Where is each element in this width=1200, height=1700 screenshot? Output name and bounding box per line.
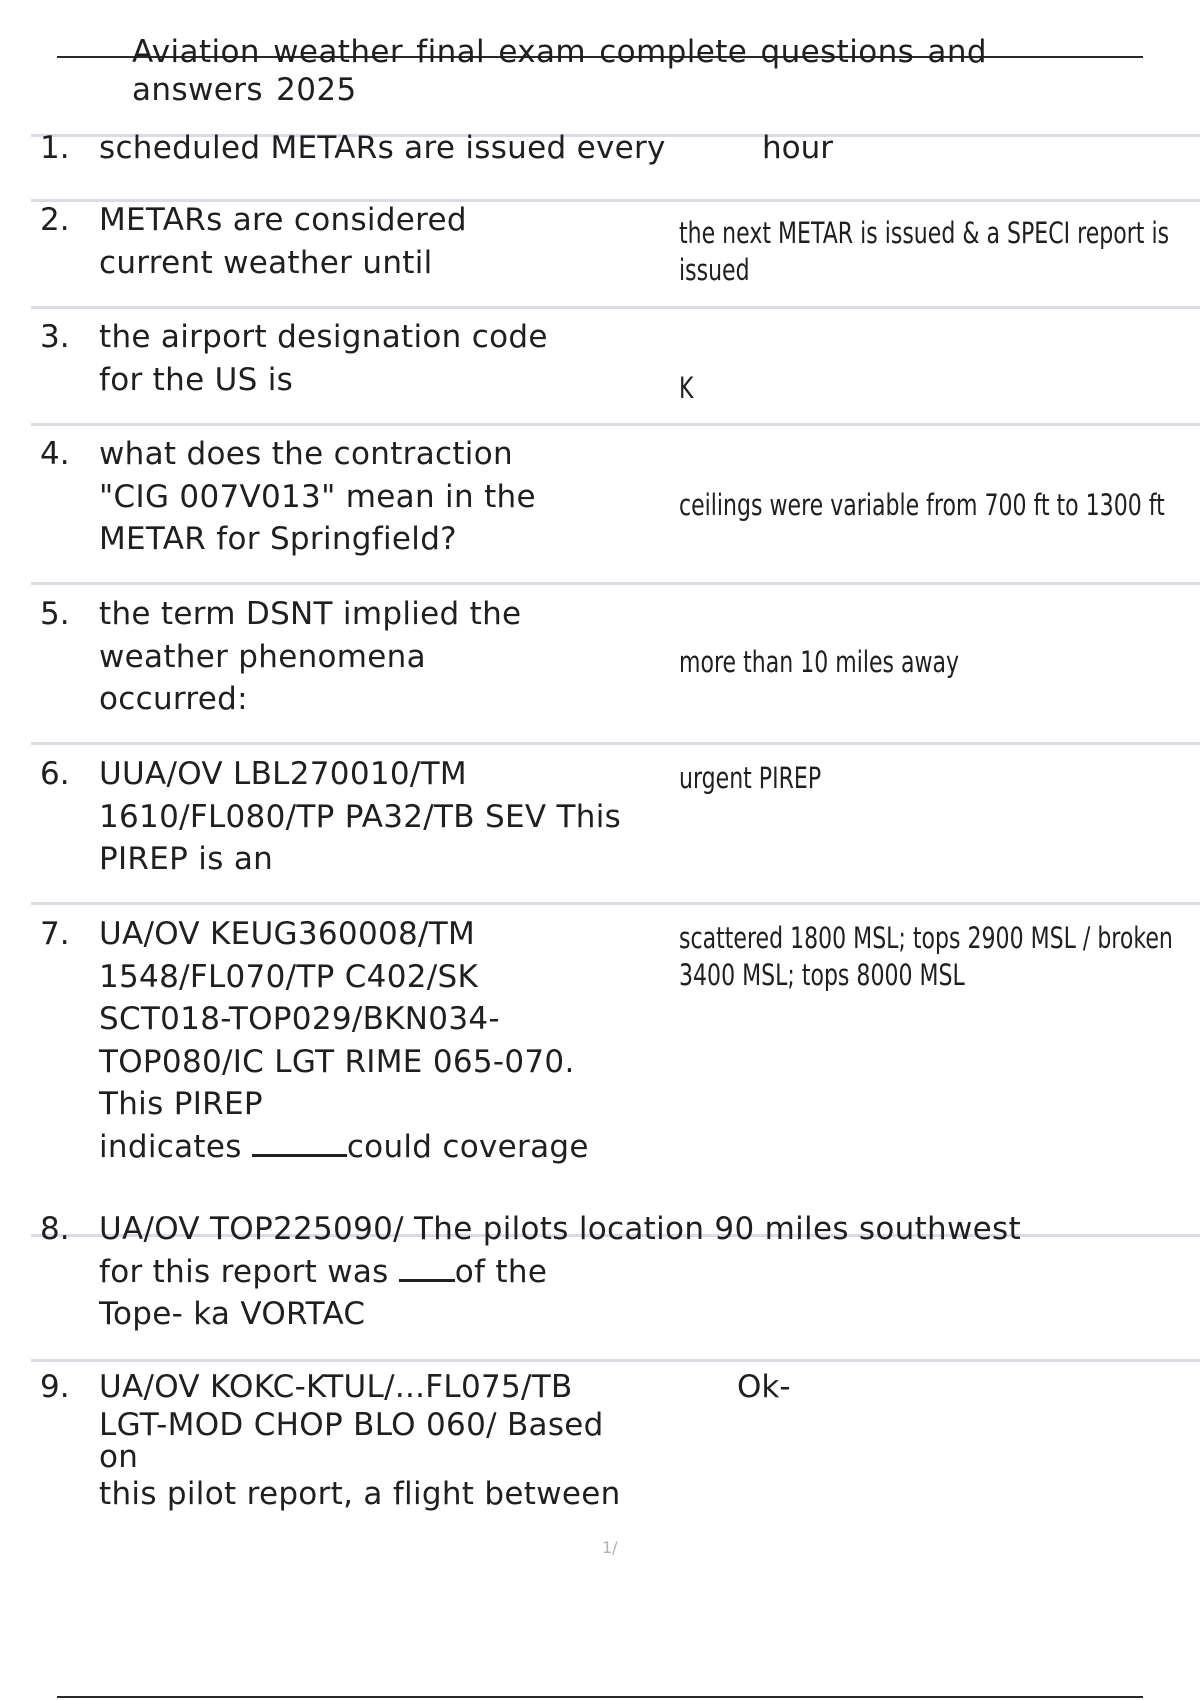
answer-text bbox=[679, 920, 1173, 994]
row-divider bbox=[31, 742, 1200, 745]
question-line: current weather until bbox=[99, 244, 433, 281]
question-text bbox=[99, 1208, 1099, 1336]
question-number: 6. bbox=[40, 756, 70, 792]
row-divider bbox=[31, 902, 1200, 905]
question-number: 3. bbox=[40, 319, 70, 355]
question-line: "CIG 007V013" mean in the bbox=[99, 478, 536, 515]
question-text-fragment: for this report was bbox=[99, 1253, 389, 1290]
footer-rule bbox=[57, 1696, 1143, 1698]
question-text bbox=[99, 913, 669, 1168]
question-number: 5. bbox=[40, 596, 70, 632]
answer-text bbox=[679, 760, 1074, 797]
row-divider bbox=[31, 1359, 1200, 1362]
question-number: 4. bbox=[40, 436, 70, 472]
answer-text bbox=[679, 370, 1074, 407]
question-line: on bbox=[99, 1438, 139, 1475]
answer-line: ceilings were variable from 700 ft to 1300 ft bbox=[679, 488, 1165, 522]
question-number: 7. bbox=[40, 916, 70, 952]
question-line: weather phenomena bbox=[99, 638, 426, 675]
question-text-fragment: of the bbox=[454, 1253, 548, 1290]
answer-text: Ok- bbox=[737, 1369, 791, 1405]
question-line: SCT018-TOP029/BKN034- bbox=[99, 1001, 500, 1037]
question-line: This PIREP bbox=[99, 1086, 263, 1122]
question-line: the term DSNT implied the bbox=[99, 596, 522, 632]
question-text bbox=[99, 316, 669, 401]
question-line: LGT-MOD CHOP BLO 060/ Based bbox=[99, 1406, 604, 1443]
question-line: UA/OV KEUG360008/TM bbox=[99, 916, 476, 952]
question-line bbox=[99, 1126, 669, 1169]
question-text-fragment: could coverage bbox=[346, 1128, 589, 1165]
question-line bbox=[99, 1251, 1099, 1294]
question-text bbox=[99, 593, 669, 721]
page-number: 1/ bbox=[602, 1538, 618, 1557]
answer-line: 3400 MSL; tops 8000 MSL bbox=[679, 958, 965, 992]
answer-line: the next METAR is issued & a SPECI report is bbox=[679, 216, 1170, 250]
question-line: this pilot report, a flight between bbox=[99, 1475, 621, 1512]
question-line: TOP080/IC LGT RIME 065-070. bbox=[99, 1043, 575, 1080]
answer-text bbox=[679, 215, 1170, 289]
question-text bbox=[99, 199, 669, 284]
question-line: occurred: bbox=[99, 681, 248, 717]
row-divider bbox=[31, 306, 1200, 309]
answer-line: urgent PIREP bbox=[679, 761, 822, 795]
question-text-fragment: indicates bbox=[99, 1128, 242, 1165]
question-number: 2. bbox=[40, 202, 70, 238]
question-line: Tope- ka VORTAC bbox=[99, 1296, 366, 1332]
question-line: UA/OV TOP225090/ The pilots location 90 miles southwest bbox=[99, 1211, 1021, 1247]
question-line: what does the contraction bbox=[99, 436, 513, 472]
question-line: UUA/OV LBL270010/TM bbox=[99, 756, 467, 792]
question-text bbox=[99, 1366, 669, 1515]
title-line-1: Aviation weather final exam complete questions and bbox=[132, 34, 987, 70]
question-line: the airport designation code bbox=[99, 319, 548, 355]
answer-line: issued bbox=[679, 253, 750, 287]
question-number: 8. bbox=[40, 1211, 70, 1247]
answer-text bbox=[679, 644, 1074, 681]
question-line: METAR for Springfield? bbox=[99, 521, 457, 557]
question-text bbox=[99, 433, 669, 561]
answer-line: scattered 1800 MSL; tops 2900 MSL / broken bbox=[679, 921, 1173, 955]
question-text bbox=[99, 753, 669, 881]
answer-line: K bbox=[679, 371, 694, 405]
row-divider bbox=[31, 582, 1200, 585]
answer-text bbox=[679, 487, 1165, 524]
title-line-2: answers 2025 bbox=[132, 72, 357, 108]
question-line: for the US is bbox=[99, 361, 294, 398]
answer-text: hour bbox=[762, 130, 834, 166]
question-line: METARs are considered bbox=[99, 202, 467, 238]
question-number: 9. bbox=[40, 1369, 70, 1405]
document-title bbox=[132, 33, 1062, 109]
answer-line: more than 10 miles away bbox=[679, 645, 960, 679]
answer-blank bbox=[252, 1129, 347, 1157]
question-line: 1548/FL070/TP C402/SK bbox=[99, 958, 479, 995]
question-line: PIREP is an bbox=[99, 841, 274, 877]
answer-blank bbox=[399, 1254, 455, 1282]
question-line: scheduled METARs are issued every bbox=[99, 130, 666, 166]
question-text bbox=[99, 127, 669, 170]
question-line: UA/OV KOKC-KTUL/...FL075/TB bbox=[99, 1369, 573, 1405]
question-number: 1. bbox=[40, 130, 70, 166]
question-line: 1610/FL080/TP PA32/TB SEV This bbox=[99, 798, 622, 835]
row-divider bbox=[31, 423, 1200, 426]
